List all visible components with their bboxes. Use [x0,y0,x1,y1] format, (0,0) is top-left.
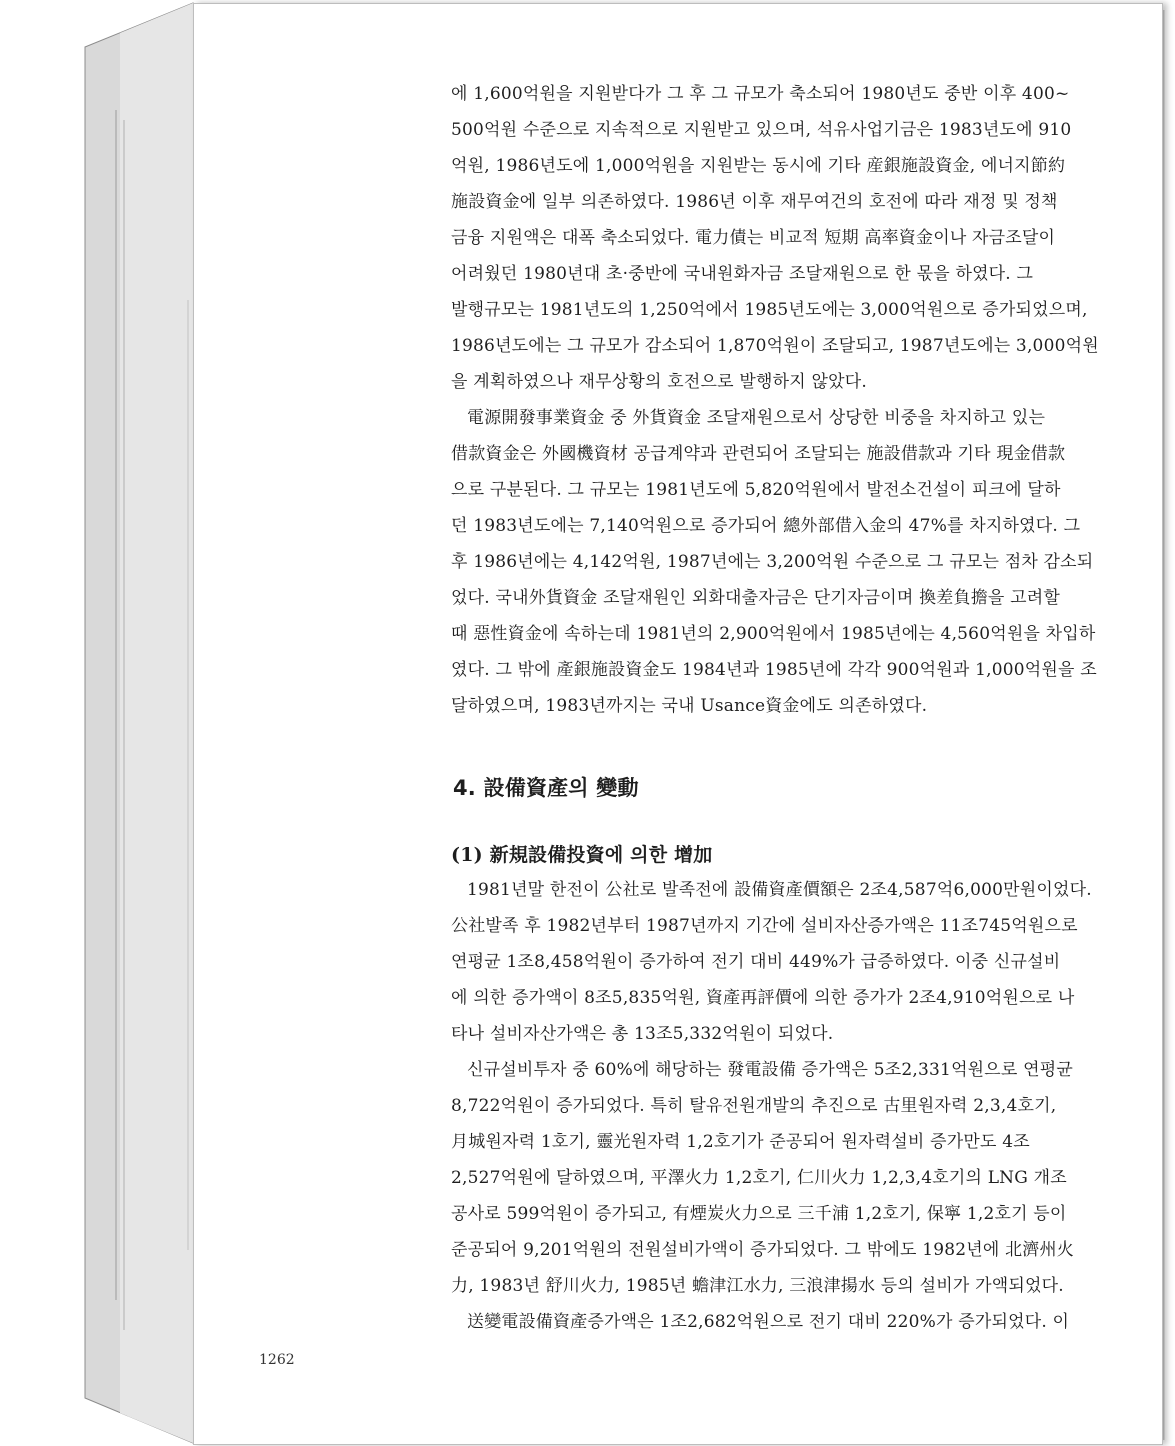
text-line: 送變電設備資產증가액은 1조2,682억원으로 전기 대비 220%가 증가되었다. 이 [467,1312,1070,1332]
text-line: 에 의한 증가액이 8조5,835억원, 資產再評價에 의한 증가가 2조4,910억원으로 나 [451,988,1075,1008]
text-line: 어려웠던 1980년대 초·중반에 국내원화자금 조달재원으로 한 몫을 하였다. 그 [451,264,1034,284]
text-line: 타나 설비자산가액은 총 13조5,332억원이 되었다. [451,1024,834,1044]
text-line: 였다. 그 밖에 產銀施設資金도 1984년과 1985년에 각각 900억원과 1,000억원을 조 [451,660,1097,680]
text-line: 때 惡性資金에 속하는데 1981년의 2,900억원에서 1985년에는 4,560억원을 차입하 [451,624,1096,644]
text-line: 달하였으며, 1983년까지는 국내 Usance資金에도 의존하였다. [451,696,928,716]
text-line: 발행규모는 1981년도의 1,250억에서 1985년도에는 3,000억원으로 증가되었으며, [451,300,1088,320]
text-line: 에 1,600억원을 지원받다가 그 후 그 규모가 축소되어 1980년도 중반 이후 400~ [451,84,1070,104]
page-edge-inner [120,3,193,1443]
text-line: 施設資金에 일부 의존하였다. 1986년 이후 재무여건의 호전에 따라 재정 및 정책 [451,192,1058,212]
text-line: 電源開發事業資金 중 外貨資金 조달재원으로서 상당한 비중을 차지하고 있는 [467,408,1046,428]
text-line: 2,527억원에 달하였으며, 平澤火力 1,2호기, 仁川火力 1,2,3,4호기의 LNG 개조 [451,1168,1067,1188]
sub-heading: (1) 新規設備投資에 의한 增加 [451,844,713,866]
text-line: 공사로 599억원이 증가되고, 有煙炭火力으로 三千浦 1,2호기, 保寧 1,2호기 등이 [451,1204,1067,1224]
text-line: 力, 1983년 舒川火力, 1985년 蟾津江水力, 三浪津揚水 등의 설비가 가액되었다. [451,1276,1064,1296]
text-line: 억원, 1986년도에 1,000억원을 지원받는 동시에 기타 産銀施設資金, 에너지節約 [451,156,1066,176]
text-line: 500억원 수준으로 지속적으로 지원받고 있으며, 석유사업기금은 1983년도에 910 [451,120,1072,140]
text-line: 으로 구분된다. 그 규모는 1981년도에 5,820억원에서 발전소건설이 피크에 달하 [451,480,1061,500]
page-content [451,76,1113,1340]
paragraph-funding-sources [451,76,1113,400]
text-line: 후 1986년에는 4,142억원, 1987년에는 3,200억원 수준으로 그 규모는 점차 감소되 [451,552,1094,572]
text-line: 月城원자력 1호기, 靈光원자력 1,2호기가 준공되어 원자력설비 증가만도 4조 [451,1132,1030,1152]
text-line: 었다. 국내外貨資金 조달재원인 외화대출자금은 단기자금이며 換差負擔을 고려할 [451,588,1060,608]
text-line: 借款資金은 外國機資材 공급계약과 관련되어 조달되는 施設借款과 기타 現金借款 [451,444,1066,464]
section-heading: 4. 設備資產의 變動 [453,776,639,800]
text-line: 신규설비투자 중 60%에 해당하는 發電設備 증가액은 5조2,331억원으로 연평균 [467,1060,1074,1080]
page-number: 1262 [259,1352,295,1368]
paragraph-asset-value [451,872,1113,1052]
paragraph-foreign-funds [451,400,1113,724]
text-line: 준공되어 9,201억원의 전원설비가액이 증가되었다. 그 밖에도 1982년에 北濟州火 [451,1240,1074,1260]
document-page [193,3,1163,1445]
text-line: 1986년도에는 그 규모가 감소되어 1,870억원이 조달되고, 1987년도에는 3,000억원 [451,336,1099,356]
text-line: 연평균 1조8,458억원이 증가하여 전기 대비 449%가 급증하였다. 이중 신규설비 [451,952,1061,972]
text-line: 1981년말 한전이 公社로 발족전에 設備資產價額은 2조4,587억6,000만원이었다. [467,880,1092,900]
text-line: 을 계획하였으나 재무상황의 호전으로 발행하지 않았다. [451,372,867,392]
text-line: 公社발족 후 1982년부터 1987년까지 기간에 설비자산증가액은 11조745억원으로 [451,916,1078,936]
paragraph-transmission-facilities [451,1304,1113,1340]
paragraph-generation-facilities [451,1052,1113,1304]
text-line: 던 1983년도에는 7,140억원으로 증가되어 總外部借入金의 47%를 차지하였다. 그 [451,516,1081,536]
text-line: 8,722억원이 증가되었다. 특히 탈유전원개발의 추진으로 古里원자력 2,3,4호기, [451,1096,1057,1116]
text-line: 금융 지원액은 대폭 축소되었다. 電力債는 비교적 短期 高率資金이나 자금조달이 [451,228,1056,248]
